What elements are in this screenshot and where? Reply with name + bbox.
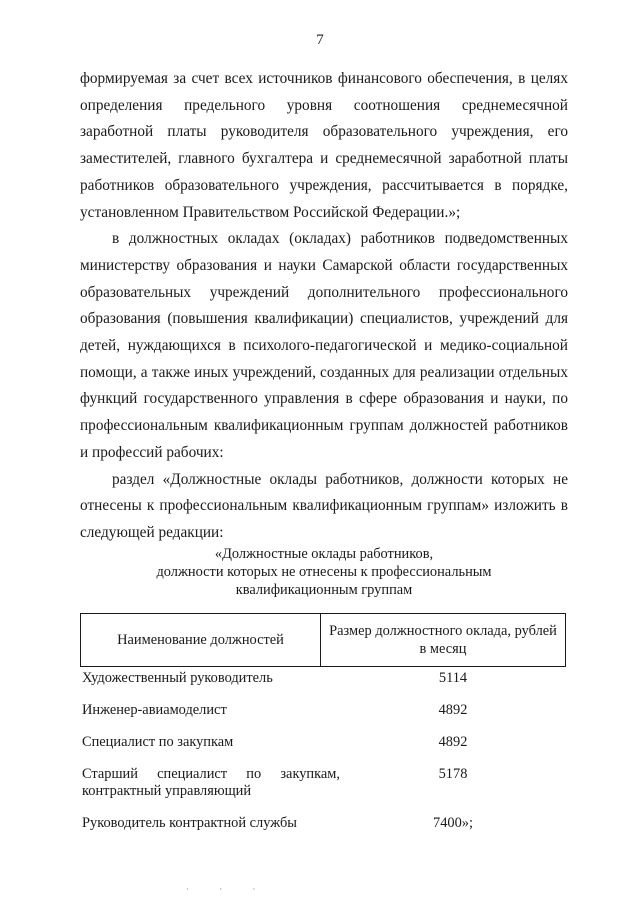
salary-table-header: [80, 613, 566, 667]
paragraph: формируемая за счет всех источников финансового обеспечения, в целях определения предельного уровня соотношения среднемесячной заработной платы руководителя образовательного учреждения, его заместителей, главного бухгалтера и среднемесячной заработной платы работников образовательного учреждения, рассчитывается в порядке, установленном Правительством Российской Федерации.»;: [80, 70, 568, 221]
column-header-position: Наименование должностей: [81, 614, 321, 667]
salary-value: 7400»;: [433, 815, 473, 831]
table-row: [80, 766, 566, 800]
position-name: Художественный руководитель: [82, 670, 273, 686]
position-name: Инженер-авиамоделист: [82, 702, 227, 718]
table-title: [80, 545, 568, 599]
body-text: [80, 66, 568, 547]
salary-value: 5178: [438, 766, 468, 782]
salary-value: 5114: [438, 670, 468, 686]
position-name: Специалист по закупкам: [82, 734, 234, 750]
table-row: [80, 702, 566, 719]
table-row: [80, 734, 566, 751]
salary-value: 4892: [438, 702, 468, 718]
table-title-line: должности которых не отнесены к профессиональным: [156, 564, 492, 580]
table-row: [80, 815, 566, 832]
table-title-line: «Должностные оклады работников,: [214, 546, 434, 562]
page-number: 7: [316, 32, 324, 48]
position-name: Старший специалист по закупкам, контрактный управляющий: [82, 766, 340, 799]
scan-marks: · · ·: [186, 884, 270, 894]
table-title-line: квалификационным группам: [235, 582, 413, 598]
salary-value: 4892: [438, 734, 468, 750]
table-row: [80, 670, 566, 687]
paragraph: раздел «Должностные оклады работников, должности которых не отнесены к профессиональным квалификационным группам» изложить в следующей редакции:: [80, 470, 568, 541]
position-name: Руководитель контрактной службы: [82, 815, 297, 831]
salary-table-body: [80, 670, 566, 847]
column-header-salary: Размер должностного оклада, рублей в месяц: [321, 614, 566, 667]
paragraph: в должностных окладах (окладах) работников подведомственных министерству образования и науки Самарской области государственных образовательных учреждений дополнительного профессионального образования (повышения квалификации) специалистов, учреждений для детей, нуждающихся в психолого-педагогической и медико-социальной помощи, а также иных учреждений, созданных для реализации отдельных функций государственного управления в сфере образования и науки, по профессиональным квалификационным группам должностей работников и профессий рабочих:: [80, 230, 568, 461]
